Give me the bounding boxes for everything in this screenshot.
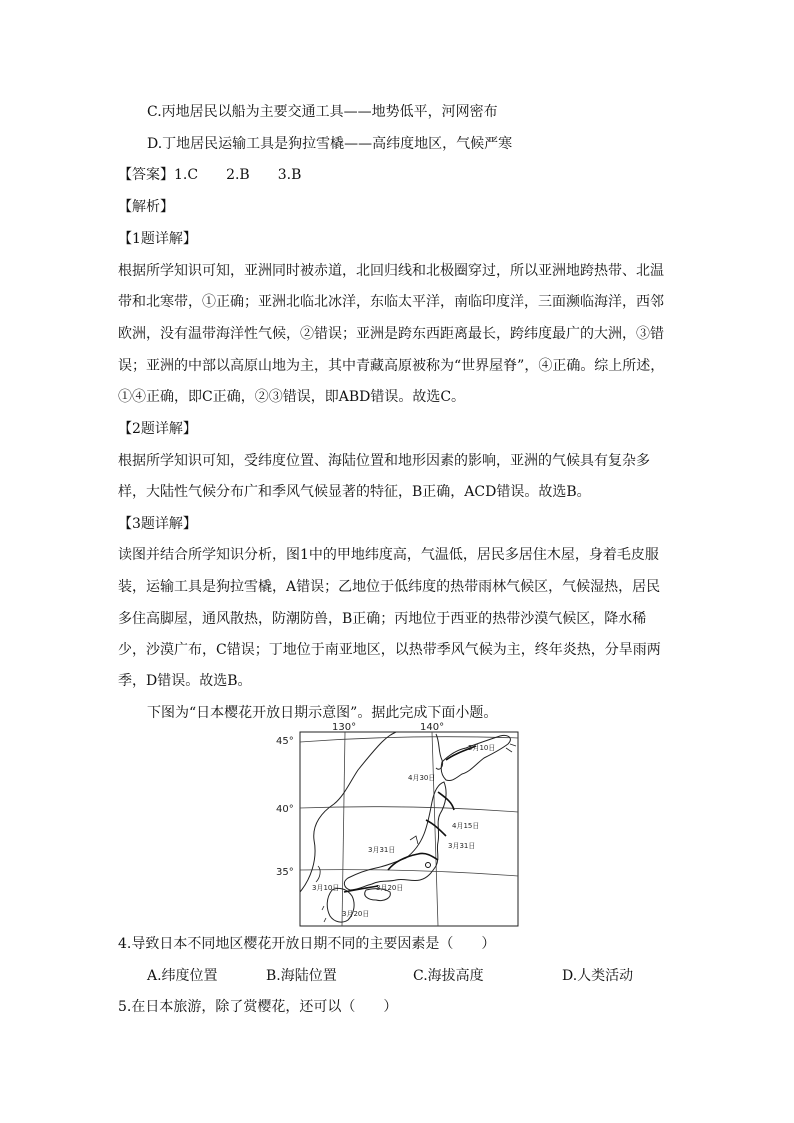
q1-detail-text: 根据所学知识可知，亚洲同时被赤道，北回归线和北极圈穿过，所以亚洲地跨热带、北温 [118, 263, 664, 279]
isoline-label: 3月31日 [368, 846, 396, 854]
mainland-coastline [300, 732, 396, 892]
hokkaido [441, 735, 510, 780]
isoline-label: 3月10日 [312, 884, 340, 892]
tokyo-marker [426, 863, 431, 868]
q3-detail-text: 读图并结合所学知识分析，图1中的甲地纬度高，气温低，居民多居住木屋，身着毛皮服 [118, 547, 659, 563]
longitude-line-140 [432, 732, 438, 926]
lat-label-45: 45° [276, 736, 294, 747]
q2-detail-text: 样，大陆性气候分布广和季风气候显著的特征，B正确，ACD错误。故选B。 [118, 484, 591, 500]
q3-detail-heading: 【3题详解】 [118, 516, 197, 532]
q1-detail-text: 欧洲，没有温带海洋性气候，②错误；亚洲是跨东西距离最长，跨纬度最广的大洲，③错 [118, 326, 664, 342]
korea-coast-detail [316, 866, 320, 882]
option-c-line: C.丙地居民以船为主要交通工具——地势低平，河网密布 [147, 104, 498, 120]
option-d-line: D.丁地居民运输工具是狗拉雪橇——高纬度地区，气候严寒 [147, 136, 513, 152]
q3-detail-text: 季，D错误。故选B。 [118, 673, 252, 689]
q4-option-d: D.人类活动 [562, 968, 634, 984]
japan-sakura-map [270, 720, 530, 930]
q3-detail-text: 装，运输工具是狗拉雪橇，A错误；乙地位于低纬度的热带雨林气候区，气候湿热，居民 [118, 579, 661, 595]
q1-detail-text: 误；亚洲的中部以高原山地为主，其中青藏高原被称为“世界屋脊”，④正确。综上所述， [118, 358, 665, 374]
q4-option-a: A.纬度位置 [147, 968, 218, 984]
isoline-label: 3月20日 [342, 910, 370, 918]
latitude-line-35 [300, 870, 518, 876]
lon-label-130: 130° [332, 722, 357, 733]
noto-peninsula [410, 836, 418, 844]
analysis-heading: 【解析】 [118, 199, 174, 215]
map-frame [300, 732, 518, 926]
honshu [344, 782, 446, 890]
q3-detail-text: 少，沙漠广布，C错误；丁地位于南亚地区，以热带季风气候为主，终年炎热，分旱雨两 [118, 642, 661, 658]
q4-option-c: C.海拔高度 [413, 968, 484, 984]
kuril-islands [506, 744, 516, 752]
map-intro-text: 下图为“日本樱花开放日期示意图”。据此完成下面小题。 [147, 705, 498, 721]
isoline-label: 3月20日 [376, 884, 404, 892]
q4-option-b: B.海陆位置 [266, 968, 337, 984]
latitude-line-40 [300, 807, 518, 812]
isoline-label: 4月30日 [408, 774, 436, 782]
q2-detail-heading: 【2题详解】 [118, 421, 197, 437]
question-4-text: 4.导致日本不同地区樱花开放日期不同的主要因素是（ ） [118, 936, 496, 952]
q1-detail-text: ①④正确，即C正确，②③错误，即ABD错误。故选C。 [118, 389, 466, 405]
lon-label-140: 140° [420, 722, 445, 733]
question-5-text: 5.在日本旅游，除了赏樱花，还可以（ ） [118, 999, 398, 1015]
q2-detail-text: 根据所学知识可知，受纬度位置、海陆位置和地形因素的影响，亚洲的气候具有复杂多 [118, 453, 650, 469]
lat-label-40: 40° [276, 804, 294, 815]
isoline-label: 4月15日 [452, 822, 480, 830]
answer-line: 【答案】1.C 2.B 3.B [118, 167, 302, 183]
isoline-label: 5月10日 [468, 744, 496, 752]
southern-islands [322, 906, 326, 922]
q3-detail-text: 多住高脚屋，通风散热，防潮防兽，B正确；丙地位于西亚的热带沙漠气候区，降水稀 [118, 611, 647, 627]
q1-detail-text: 带和北寒带，①正确；亚洲北临北冰洋，东临太平洋，南临印度洋，三面濒临海洋，西邻 [118, 294, 664, 310]
longitude-line-130 [342, 732, 345, 926]
lat-label-35: 35° [276, 867, 294, 878]
q1-detail-heading: 【1题详解】 [118, 231, 197, 247]
isoline-label: 3月31日 [448, 842, 476, 850]
isoline-4-15 [426, 820, 446, 836]
